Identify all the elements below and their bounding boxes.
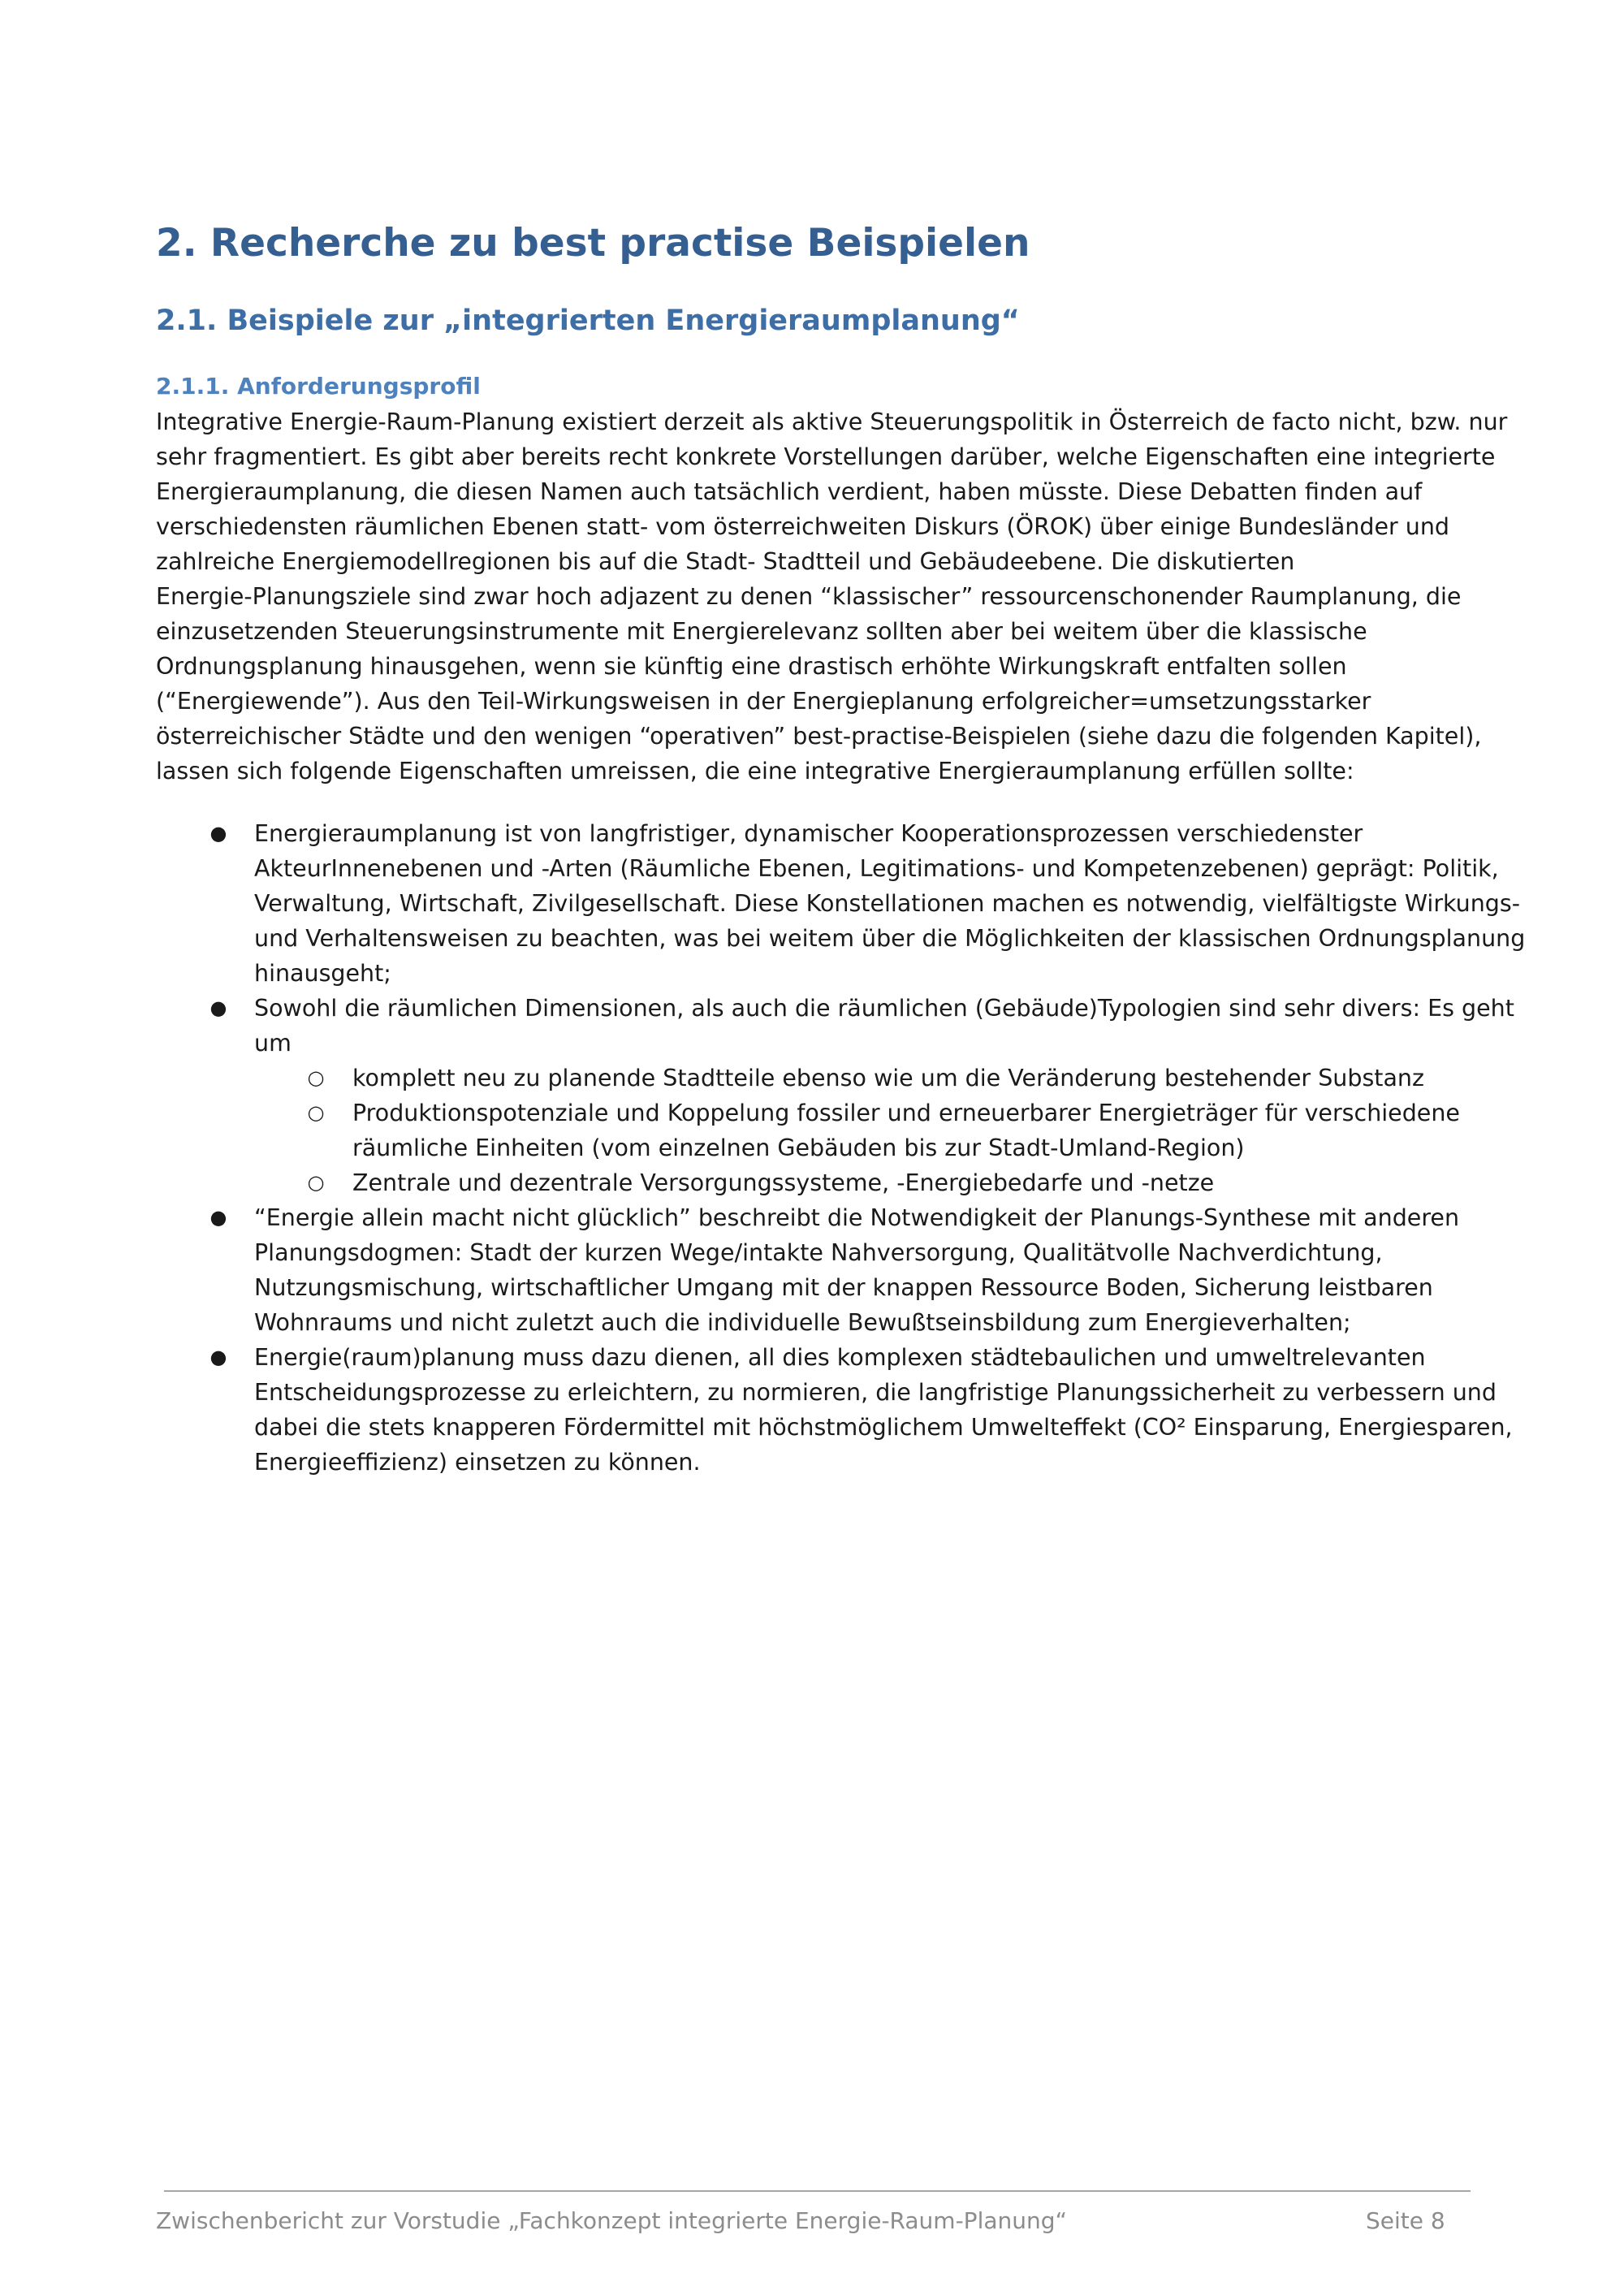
section-heading: 2.1. Beispiele zur „integrierten Energieraumplanung“: [156, 305, 1020, 337]
chapter-heading: 2. Recherche zu best practise Beispielen: [156, 221, 1030, 266]
list-item: [156, 1200, 1488, 1340]
list-item-line: Energieeffizienz) einsetzen zu können.: [254, 1449, 701, 1476]
bullet-icon: ●: [209, 1206, 227, 1229]
intro-line: Ordnungsplanung hinausgehen, wenn sie künftig eine drastisch erhöhte Wirkungskraft entfalten sollen: [156, 653, 1347, 680]
sub-list: [254, 1061, 1488, 1200]
sub-list-item-line: Zentrale und dezentrale Versorgungssysteme, -Energiebedarfe und -netze: [352, 1169, 1215, 1196]
bullet-icon: ●: [209, 822, 227, 845]
sub-list-item: [254, 1165, 1488, 1200]
list-item-line: Sowohl die räumlichen Dimensionen, als auch die räumlichen (Gebäude)Typologien sind sehr divers: Es geht: [254, 995, 1514, 1022]
intro-line: österreichischer Städte und den wenigen “operativen” best-practise-Beispielen (siehe dazu die folgenden Kapitel),: [156, 723, 1482, 750]
list-item-line: Entscheidungsprozesse zu erleichtern, zu normieren, die langfristige Planungssicherheit zu verbessern und: [254, 1379, 1497, 1406]
page-number: Seite 8: [1366, 2207, 1445, 2234]
intro-line: Integrative Energie-Raum-Planung existiert derzeit als aktive Steuerungspolitik in Österreich de facto nicht, bzw. nur: [156, 408, 1508, 435]
list-item-line: um: [254, 1030, 292, 1057]
circle-bullet-icon: ○: [307, 1101, 325, 1124]
intro-line: lassen sich folgende Eigenschaften umreissen, die eine integrative Energieraumplanung erfüllen sollte:: [156, 758, 1354, 784]
bullet-icon: ●: [209, 1346, 227, 1368]
circle-bullet-icon: ○: [307, 1066, 325, 1089]
requirements-list: [156, 816, 1526, 1480]
circle-bullet-icon: ○: [307, 1171, 325, 1194]
list-item-line: Energieraumplanung ist von langfristiger, dynamischer Kooperationsprozessen verschiedenster: [254, 820, 1363, 847]
sub-list-item-line: räumliche Einheiten (vom einzelnen Gebäuden bis zur Stadt-Umland-Region): [352, 1135, 1245, 1161]
sub-list-item: [254, 1096, 1488, 1165]
list-item-line: Energie(raum)planung muss dazu dienen, all dies komplexen städtebaulichen und umweltrelevanten: [254, 1344, 1426, 1371]
list-item: [156, 991, 1514, 1200]
list-item-line: AkteurInnenebenen und -Arten (Räumliche Ebenen, Legitimations- und Kompetenzebenen) geprägt: Politik,: [254, 855, 1499, 882]
list-item-line: Wohnraums und nicht zuletzt auch die individuelle Bewußtseinsbildung zum Energieverhalten;: [254, 1309, 1351, 1336]
intro-line: verschiedensten räumlichen Ebenen statt- vom österreichweiten Diskurs (ÖROK) über einige Bundesländer und: [156, 513, 1449, 540]
intro-line: zahlreiche Energiemodellregionen bis auf die Stadt- Stadtteil und Gebäudeebene. Die diskutierten: [156, 548, 1295, 575]
intro-line: sehr fragmentiert. Es gibt aber bereits recht konkrete Vorstellungen darüber, welche Eigenschaften eine integrierte: [156, 443, 1496, 470]
footer-document-title: Zwischenbericht zur Vorstudie „Fachkonzept integrierte Energie-Raum-Planung“: [156, 2207, 1068, 2234]
intro-line: Energieraumplanung, die diesen Namen auch tatsächlich verdient, haben müsste. Diese Debatten finden auf: [156, 478, 1423, 505]
list-item-line: Verwaltung, Wirtschaft, Zivilgesellschaft. Diese Konstellationen machen es notwendig, vielfältigste Wirkungs-: [254, 890, 1521, 917]
list-item-line: Nutzungsmischung, wirtschaftlicher Umgang mit der knappen Ressource Boden, Sicherung leistbaren: [254, 1274, 1433, 1301]
intro-line: einzusetzenden Steuerungsinstrumente mit Energierelevanz sollten aber bei weitem über die klassische: [156, 618, 1367, 645]
intro-line: Energie-Planungsziele sind zwar hoch adjazent zu denen “klassischer” ressourcenschonender Raumplanung, die: [156, 583, 1462, 610]
footer-divider: [164, 2190, 1471, 2192]
sub-list-item: [254, 1061, 1488, 1096]
bullet-icon: ●: [209, 996, 227, 1019]
list-item-line: hinausgeht;: [254, 960, 391, 987]
subsection-heading: 2.1.1. Anforderungsprofil: [156, 373, 481, 400]
intro-paragraph: [156, 404, 1508, 789]
list-item: [156, 1340, 1513, 1480]
list-item-line: “Energie allein macht nicht glücklich” beschreibt die Notwendigkeit der Planungs-Synthese mit anderen: [254, 1204, 1460, 1231]
list-item-line: Planungsdogmen: Stadt der kurzen Wege/intakte Nahversorgung, Qualitätvolle Nachverdichtung,: [254, 1239, 1383, 1266]
sub-list-item-line: komplett neu zu planende Stadtteile ebenso wie um die Veränderung bestehender Substanz: [352, 1065, 1424, 1091]
sub-list-item-line: Produktionspotenziale und Koppelung fossiler und erneuerbarer Energieträger für verschiedene: [352, 1100, 1460, 1126]
list-item: [156, 816, 1526, 991]
list-item-line: und Verhaltensweisen zu beachten, was bei weitem über die Möglichkeiten der klassischen Ordnungsplanung: [254, 925, 1526, 952]
intro-line: (“Energiewende”). Aus den Teil-Wirkungsweisen in der Energieplanung erfolgreicher=umsetzungsstarker: [156, 688, 1371, 715]
list-item-line: dabei die stets knapperen Fördermittel mit höchstmöglichem Umwelteffekt (CO² Einsparung, Energiesparen,: [254, 1414, 1513, 1441]
